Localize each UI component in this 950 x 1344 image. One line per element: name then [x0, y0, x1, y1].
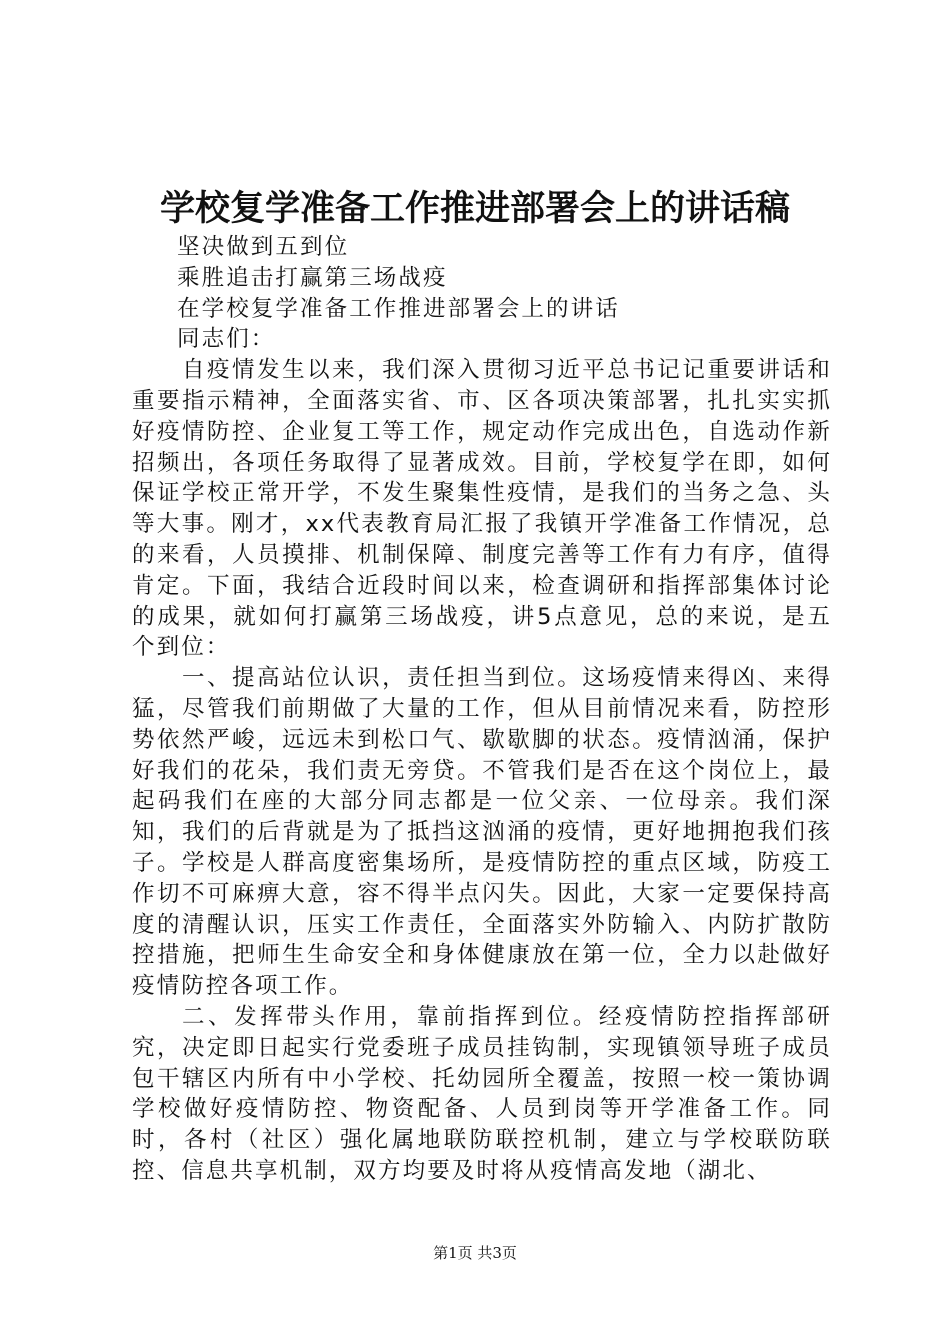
salutation: 同志们： [177, 326, 276, 353]
document-title: 学校复学准备工作推进部署会上的讲话稿 [159, 188, 790, 229]
document-body [132, 232, 832, 1187]
page-number-footer: 第1页 共3页 [433, 1244, 517, 1262]
paragraph-section-one: 一、提高站位认识，责任担当到位。这场疫情来得凶、来得猛，尽管我们前期做了大量的工作，但从目前情况来看，防控形势依然严峻，远远未到松口气、歇歇脚的状态。疫情汹涌，保护好我们的花朵，我们责无旁贷。不管我们是否在这个岗位上，最起码我们在座的大部分同志都是一位父亲、一位母亲。我们深知，我们的后背就是为了抵挡这汹涌的疫情，更好地拥抱我们孩子。学校是人群高度密集场所，是疫情防控的重点区域，防疫工作切不可麻痹大意，容不得半点闪失。因此，大家一定要保持高度的清醒认识，压实工作责任，全面落实外防输入、内防扩散防控措施，把师生生命安全和身体健康放在第一位，全力以赴做好疫情防控各项工作。 [132, 665, 832, 1000]
paragraph-section-two: 二、发挥带头作用，靠前指挥到位。经疫情防控指挥部研究，决定即日起实行党委班子成员挂钩制，实现镇领导班子成员包干辖区内所有中小学校、托幼园所全覆盖，按照一校一策协调学校做好疫情防控、物资配备、人员到岗等开学准备工作。同时，各村（社区）强化属地联防联控机制，建立与学校联防联控、信息共享机制，双方均要及时将从疫情高发地（湖北、 [132, 1003, 832, 1184]
subtitle-line-3: 在学校复学准备工作推进部署会上的讲话 [177, 295, 620, 322]
subtitle-line-2: 乘胜追击打赢第三场战疫 [177, 264, 448, 291]
subtitle-line-1: 坚决做到五到位 [177, 234, 350, 260]
paragraph-opening: 自疫情发生以来，我们深入贯彻习近平总书记记重要讲话和重要指示精神，全面落实省、市、区各项决策部署，扎扎实实抓好疫情防控、企业复工等工作，规定动作完成出色，自选动作新招频出，各项任务取得了显著成效。目前，学校复学在即，如何保证学校正常开学，不发生聚集性疫情，是我们的当务之急、头等大事。刚才，xx代表教育局汇报了我镇开学准备工作情况，总的来看，人员摸排、机制保障、制度完善等工作有力有序，值得肯定。下面，我结合近段时间以来，检查调研和指挥部集体讨论的成果，就如何打赢第三场战疫，讲5点意见，总的来说，是五个到位： [132, 357, 832, 661]
